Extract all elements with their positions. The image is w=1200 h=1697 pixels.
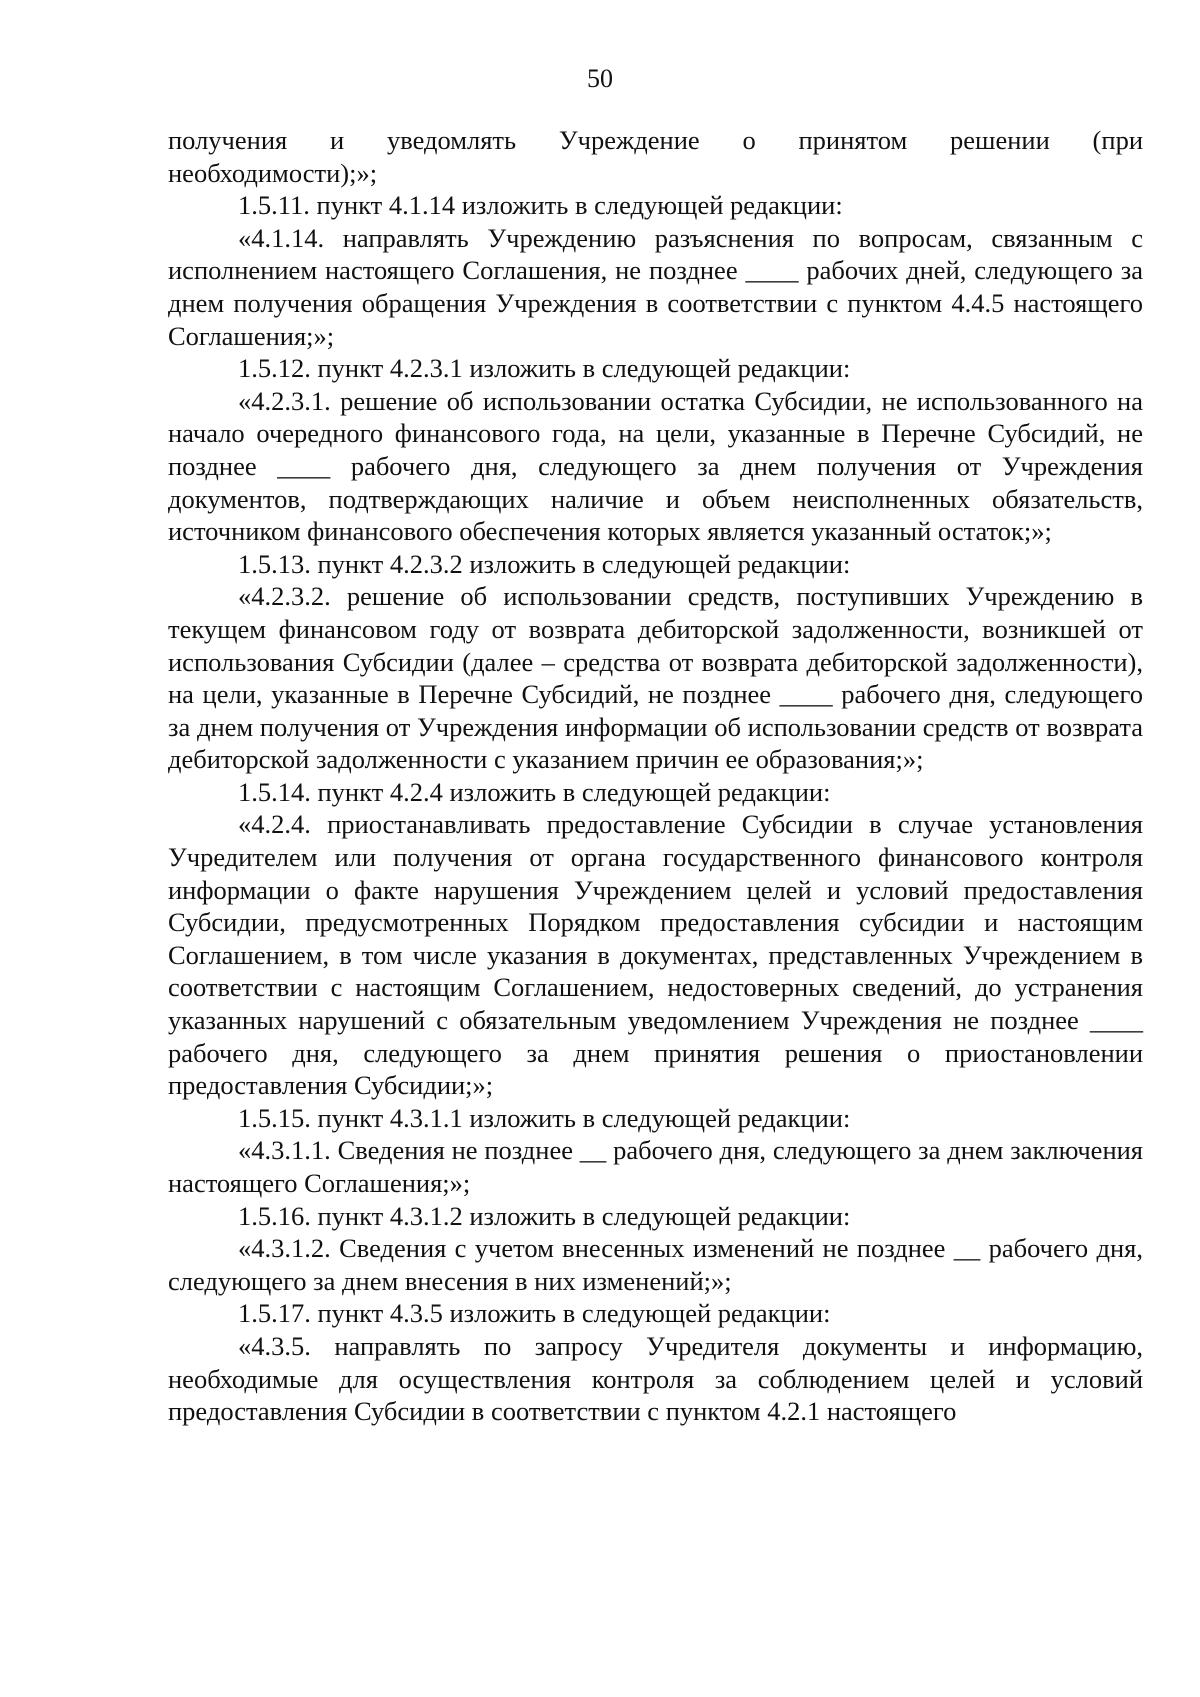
page-number: 50 [587,64,613,93]
paragraph-amendment-1-5-16: 1.5.16. пункт 4.3.1.2 изложить в следующей редакции: [238,1200,851,1231]
paragraph-clause-4-2-4: «4.2.4. приостанавливать предоставление Субсидии в случае установления Учредителем или получения от органа государственного финансового контроля информации о факте нарушения Учреждением целей и условий предоставления Субсидии, предусмотренных Порядком предоставления субсидии и настоящим Соглашением, в том числе указания в документах, представленных Учреждением в соответствии с настоящим Соглашением, недостоверных сведений, до устранения указанных нарушений с обязательным уведомлением Учреждения не позднее ____ рабочего дня, следующего за днем принятия решения о приостановлении предоставления Субсидии;»; [168,809,1143,1101]
paragraph-clause-4-3-1-1: «4.3.1.1. Сведения не позднее __ рабочего дня, следующего за днем заключения настоящего Соглашения;»; [168,1135,1143,1198]
paragraph-amendment-1-5-11: 1.5.11. пункт 4.1.14 изложить в следующей редакции: [238,190,843,221]
paragraph-amendment-1-5-13: 1.5.13. пункт 4.2.3.2 изложить в следующей редакции: [238,548,851,579]
document-body [168,124,1143,1428]
paragraph-amendment-1-5-12: 1.5.12. пункт 4.2.3.1 изложить в следующей редакции: [238,353,851,384]
paragraph-clause-4-2-3-2: «4.2.3.2. решение об использовании средств, поступивших Учреждению в текущем финансовом году от возврата дебиторской задолженности, возникшей от использования Субсидии (далее – средства от возврата дебиторской задолженности), на цели, указанные в Перечне Субсидий, не позднее ____ рабочего дня, следующего за днем получения от Учреждения информации об использовании средств от возврата дебиторской задолженности с указанием причин ее образования;»; [168,581,1143,775]
paragraph-clause-4-1-14: «4.1.14. направлять Учреждению разъяснения по вопросам, связанным с исполнением настоящего Соглашения, не позднее ____ рабочих дней, следующего за днем получения обращения Учреждения в соответствии с пунктом 4.4.5 настоящего Соглашения;»; [168,222,1143,351]
paragraph-amendment-1-5-15: 1.5.15. пункт 4.3.1.1 изложить в следующей редакции: [238,1102,851,1133]
paragraph-continuation: получения и уведомлять Учреждение о принятом решении (при необходимости);»; [168,125,1143,188]
paragraph-clause-4-2-3-1: «4.2.3.1. решение об использовании остатка Субсидии, не использованного на начало очередного финансового года, на цели, указанные в Перечне Субсидий, не позднее ____ рабочего дня, следующего за днем получения от Учреждения документов, подтверждающих наличие и объем неисполненных обязательств, источником финансового обеспечения которых является указанный остаток;»; [168,385,1143,547]
paragraph-clause-4-3-5: «4.3.5. направлять по запросу Учредителя документы и информацию, необходимые для осуществления контроля за соблюдением целей и условий предоставления Субсидии в соответствии с пунктом 4.2.1 настоящего [168,1330,1143,1427]
paragraph-amendment-1-5-14: 1.5.14. пункт 4.2.4 изложить в следующей редакции: [238,776,831,807]
paragraph-clause-4-3-1-2: «4.3.1.2. Сведения с учетом внесенных изменений не позднее __ рабочего дня, следующего за днем внесения в них изменений;»; [168,1233,1143,1296]
paragraph-amendment-1-5-17: 1.5.17. пункт 4.3.5 изложить в следующей редакции: [238,1298,831,1329]
